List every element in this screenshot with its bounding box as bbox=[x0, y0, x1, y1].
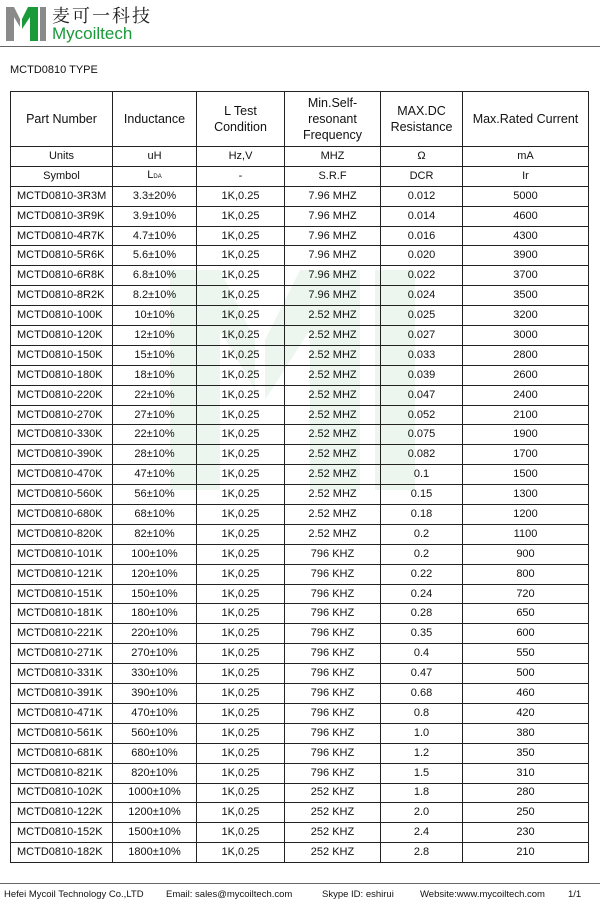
cell-srf: 796 KHZ bbox=[285, 684, 381, 704]
cell-srf: 796 KHZ bbox=[285, 584, 381, 604]
cell-dcr: 0.075 bbox=[381, 425, 463, 445]
cell-rated-current: 550 bbox=[463, 644, 589, 664]
table-row bbox=[11, 624, 589, 644]
cell-rated-current: 210 bbox=[463, 843, 589, 863]
cell-dcr: 0.020 bbox=[381, 246, 463, 266]
cell-inductance: 120±10% bbox=[113, 564, 197, 584]
cell-part-number: MCTD0810-270K bbox=[11, 405, 113, 425]
cell-part-number: MCTD0810-820K bbox=[11, 524, 113, 544]
table-row bbox=[11, 684, 589, 704]
header-test-condition: L Test Condition bbox=[197, 92, 285, 147]
cell-srf: 2.52 MHZ bbox=[285, 405, 381, 425]
cell-srf: 796 KHZ bbox=[285, 743, 381, 763]
cell-inductance: 15±10% bbox=[113, 345, 197, 365]
footer-divider bbox=[0, 883, 600, 884]
header-rated-current: Max.Rated Current bbox=[463, 92, 589, 147]
cell-part-number: MCTD0810-391K bbox=[11, 684, 113, 704]
units-label: Units bbox=[11, 147, 113, 167]
units-test-condition: Hz,V bbox=[197, 147, 285, 167]
cell-test-condition: 1K,0.25 bbox=[197, 564, 285, 584]
company-chinese-name: 麦可一科技 bbox=[52, 6, 152, 27]
table-row bbox=[11, 723, 589, 743]
cell-dcr: 2.4 bbox=[381, 823, 463, 843]
cell-inductance: 1000±10% bbox=[113, 783, 197, 803]
cell-rated-current: 250 bbox=[463, 803, 589, 823]
cell-srf: 2.52 MHZ bbox=[285, 465, 381, 485]
cell-part-number: MCTD0810-102K bbox=[11, 783, 113, 803]
cell-rated-current: 4300 bbox=[463, 226, 589, 246]
cell-srf: 796 KHZ bbox=[285, 544, 381, 564]
cell-rated-current: 230 bbox=[463, 823, 589, 843]
cell-srf: 796 KHZ bbox=[285, 564, 381, 584]
table-row bbox=[11, 544, 589, 564]
table-row bbox=[11, 644, 589, 664]
footer-email: Email: sales@mycoiltech.com bbox=[166, 889, 293, 900]
cell-rated-current: 3700 bbox=[463, 266, 589, 286]
cell-dcr: 2.8 bbox=[381, 843, 463, 863]
cell-rated-current: 460 bbox=[463, 684, 589, 704]
cell-inductance: 3.9±10% bbox=[113, 206, 197, 226]
cell-inductance: 22±10% bbox=[113, 385, 197, 405]
cell-dcr: 1.5 bbox=[381, 763, 463, 783]
cell-test-condition: 1K,0.25 bbox=[197, 584, 285, 604]
cell-rated-current: 720 bbox=[463, 584, 589, 604]
cell-test-condition: 1K,0.25 bbox=[197, 445, 285, 465]
cell-inductance: 1800±10% bbox=[113, 843, 197, 863]
cell-test-condition: 1K,0.25 bbox=[197, 664, 285, 684]
cell-rated-current: 650 bbox=[463, 604, 589, 624]
symbol-label: Symbol bbox=[11, 166, 113, 186]
cell-dcr: 0.68 bbox=[381, 684, 463, 704]
cell-srf: 796 KHZ bbox=[285, 624, 381, 644]
cell-inductance: 560±10% bbox=[113, 723, 197, 743]
header-inductance: Inductance bbox=[113, 92, 197, 147]
cell-srf: 7.96 MHZ bbox=[285, 186, 381, 206]
table-row bbox=[11, 703, 589, 723]
cell-inductance: 8.2±10% bbox=[113, 286, 197, 306]
document-type-label: MCTD0810 TYPE bbox=[10, 64, 98, 76]
cell-inductance: 10±10% bbox=[113, 306, 197, 326]
cell-rated-current: 900 bbox=[463, 544, 589, 564]
cell-srf: 7.96 MHZ bbox=[285, 206, 381, 226]
cell-rated-current: 500 bbox=[463, 664, 589, 684]
cell-test-condition: 1K,0.25 bbox=[197, 604, 285, 624]
cell-srf: 252 KHZ bbox=[285, 783, 381, 803]
cell-srf: 796 KHZ bbox=[285, 703, 381, 723]
cell-rated-current: 2400 bbox=[463, 385, 589, 405]
cell-part-number: MCTD0810-680K bbox=[11, 505, 113, 525]
mycoiltech-logo bbox=[4, 3, 48, 43]
cell-dcr: 0.022 bbox=[381, 266, 463, 286]
cell-inductance: 22±10% bbox=[113, 425, 197, 445]
cell-rated-current: 2800 bbox=[463, 345, 589, 365]
table-row bbox=[11, 465, 589, 485]
cell-test-condition: 1K,0.25 bbox=[197, 206, 285, 226]
cell-part-number: MCTD0810-561K bbox=[11, 723, 113, 743]
footer-skype: Skype ID: eshirui bbox=[322, 889, 394, 900]
cell-dcr: 0.4 bbox=[381, 644, 463, 664]
cell-dcr: 0.039 bbox=[381, 365, 463, 385]
cell-dcr: 0.47 bbox=[381, 664, 463, 684]
specification-table-body bbox=[11, 92, 589, 863]
cell-part-number: MCTD0810-390K bbox=[11, 445, 113, 465]
symbol-dcr: DCR bbox=[381, 166, 463, 186]
cell-test-condition: 1K,0.25 bbox=[197, 345, 285, 365]
cell-test-condition: 1K,0.25 bbox=[197, 465, 285, 485]
cell-inductance: 3.3±20% bbox=[113, 186, 197, 206]
cell-inductance: 270±10% bbox=[113, 644, 197, 664]
cell-inductance: 68±10% bbox=[113, 505, 197, 525]
table-row bbox=[11, 206, 589, 226]
table-row bbox=[11, 405, 589, 425]
units-current: mA bbox=[463, 147, 589, 167]
units-inductance: uH bbox=[113, 147, 197, 167]
units-srf: MHZ bbox=[285, 147, 381, 167]
cell-part-number: MCTD0810-120K bbox=[11, 326, 113, 346]
header-part-number: Part Number bbox=[11, 92, 113, 147]
cell-dcr: 0.027 bbox=[381, 326, 463, 346]
footer-company: Hefei Mycoil Technology Co.,LTD bbox=[4, 889, 144, 900]
cell-inductance: 6.8±10% bbox=[113, 266, 197, 286]
cell-rated-current: 3500 bbox=[463, 286, 589, 306]
cell-test-condition: 1K,0.25 bbox=[197, 524, 285, 544]
cell-test-condition: 1K,0.25 bbox=[197, 405, 285, 425]
cell-rated-current: 1700 bbox=[463, 445, 589, 465]
cell-dcr: 0.082 bbox=[381, 445, 463, 465]
cell-part-number: MCTD0810-5R6K bbox=[11, 246, 113, 266]
cell-srf: 7.96 MHZ bbox=[285, 286, 381, 306]
cell-part-number: MCTD0810-100K bbox=[11, 306, 113, 326]
cell-part-number: MCTD0810-220K bbox=[11, 385, 113, 405]
symbol-inductance-main: L bbox=[147, 168, 154, 181]
specification-table bbox=[10, 91, 589, 863]
cell-srf: 2.52 MHZ bbox=[285, 306, 381, 326]
cell-test-condition: 1K,0.25 bbox=[197, 624, 285, 644]
cell-rated-current: 420 bbox=[463, 703, 589, 723]
cell-rated-current: 1300 bbox=[463, 485, 589, 505]
table-row bbox=[11, 445, 589, 465]
units-dcr: Ω bbox=[381, 147, 463, 167]
cell-dcr: 0.1 bbox=[381, 465, 463, 485]
cell-rated-current: 1100 bbox=[463, 524, 589, 544]
brand-name: Mycoiltech bbox=[52, 24, 133, 43]
cell-dcr: 1.2 bbox=[381, 743, 463, 763]
cell-test-condition: 1K,0.25 bbox=[197, 763, 285, 783]
cell-srf: 2.52 MHZ bbox=[285, 485, 381, 505]
cell-part-number: MCTD0810-122K bbox=[11, 803, 113, 823]
cell-dcr: 0.28 bbox=[381, 604, 463, 624]
cell-rated-current: 800 bbox=[463, 564, 589, 584]
header-dc-resistance: MAX.DC Resistance bbox=[381, 92, 463, 147]
cell-rated-current: 2600 bbox=[463, 365, 589, 385]
cell-dcr: 0.052 bbox=[381, 405, 463, 425]
cell-inductance: 330±10% bbox=[113, 664, 197, 684]
cell-rated-current: 5000 bbox=[463, 186, 589, 206]
header-srf: Min.Self-resonant Frequency bbox=[285, 92, 381, 147]
cell-dcr: 0.033 bbox=[381, 345, 463, 365]
table-row bbox=[11, 326, 589, 346]
cell-dcr: 0.024 bbox=[381, 286, 463, 306]
cell-srf: 2.52 MHZ bbox=[285, 385, 381, 405]
cell-srf: 2.52 MHZ bbox=[285, 365, 381, 385]
cell-test-condition: 1K,0.25 bbox=[197, 385, 285, 405]
cell-part-number: MCTD0810-331K bbox=[11, 664, 113, 684]
cell-rated-current: 1900 bbox=[463, 425, 589, 445]
table-row bbox=[11, 524, 589, 544]
cell-test-condition: 1K,0.25 bbox=[197, 306, 285, 326]
cell-dcr: 0.047 bbox=[381, 385, 463, 405]
cell-part-number: MCTD0810-101K bbox=[11, 544, 113, 564]
cell-part-number: MCTD0810-4R7K bbox=[11, 226, 113, 246]
cell-part-number: MCTD0810-151K bbox=[11, 584, 113, 604]
cell-rated-current: 2100 bbox=[463, 405, 589, 425]
table-row bbox=[11, 266, 589, 286]
cell-part-number: MCTD0810-121K bbox=[11, 564, 113, 584]
cell-srf: 2.52 MHZ bbox=[285, 326, 381, 346]
cell-part-number: MCTD0810-150K bbox=[11, 345, 113, 365]
cell-inductance: 56±10% bbox=[113, 485, 197, 505]
units-row bbox=[11, 147, 589, 167]
cell-rated-current: 280 bbox=[463, 783, 589, 803]
table-row bbox=[11, 186, 589, 206]
cell-test-condition: 1K,0.25 bbox=[197, 684, 285, 704]
cell-srf: 796 KHZ bbox=[285, 644, 381, 664]
table-row bbox=[11, 743, 589, 763]
header-divider bbox=[0, 46, 600, 47]
cell-test-condition: 1K,0.25 bbox=[197, 326, 285, 346]
cell-inductance: 47±10% bbox=[113, 465, 197, 485]
cell-dcr: 0.35 bbox=[381, 624, 463, 644]
cell-part-number: MCTD0810-271K bbox=[11, 644, 113, 664]
cell-inductance: 1200±10% bbox=[113, 803, 197, 823]
cell-part-number: MCTD0810-3R9K bbox=[11, 206, 113, 226]
symbol-inductance bbox=[113, 166, 197, 186]
cell-inductance: 5.6±10% bbox=[113, 246, 197, 266]
cell-test-condition: 1K,0.25 bbox=[197, 246, 285, 266]
cell-dcr: 0.15 bbox=[381, 485, 463, 505]
cell-test-condition: 1K,0.25 bbox=[197, 266, 285, 286]
cell-srf: 2.52 MHZ bbox=[285, 445, 381, 465]
symbol-row bbox=[11, 166, 589, 186]
cell-test-condition: 1K,0.25 bbox=[197, 743, 285, 763]
table-row bbox=[11, 286, 589, 306]
cell-inductance: 4.7±10% bbox=[113, 226, 197, 246]
cell-srf: 2.52 MHZ bbox=[285, 505, 381, 525]
table-row bbox=[11, 783, 589, 803]
table-row bbox=[11, 664, 589, 684]
cell-inductance: 1500±10% bbox=[113, 823, 197, 843]
table-row bbox=[11, 306, 589, 326]
cell-rated-current: 1500 bbox=[463, 465, 589, 485]
cell-rated-current: 1200 bbox=[463, 505, 589, 525]
cell-inductance: 390±10% bbox=[113, 684, 197, 704]
cell-srf: 252 KHZ bbox=[285, 823, 381, 843]
cell-dcr: 0.012 bbox=[381, 186, 463, 206]
cell-test-condition: 1K,0.25 bbox=[197, 783, 285, 803]
cell-rated-current: 3200 bbox=[463, 306, 589, 326]
cell-test-condition: 1K,0.25 bbox=[197, 186, 285, 206]
table-row bbox=[11, 763, 589, 783]
cell-part-number: MCTD0810-152K bbox=[11, 823, 113, 843]
cell-inductance: 180±10% bbox=[113, 604, 197, 624]
cell-srf: 796 KHZ bbox=[285, 664, 381, 684]
cell-test-condition: 1K,0.25 bbox=[197, 703, 285, 723]
cell-inductance: 28±10% bbox=[113, 445, 197, 465]
cell-inductance: 82±10% bbox=[113, 524, 197, 544]
cell-part-number: MCTD0810-821K bbox=[11, 763, 113, 783]
cell-dcr: 2.0 bbox=[381, 803, 463, 823]
cell-test-condition: 1K,0.25 bbox=[197, 843, 285, 863]
cell-srf: 796 KHZ bbox=[285, 723, 381, 743]
cell-part-number: MCTD0810-221K bbox=[11, 624, 113, 644]
cell-rated-current: 3000 bbox=[463, 326, 589, 346]
cell-dcr: 1.8 bbox=[381, 783, 463, 803]
cell-srf: 796 KHZ bbox=[285, 604, 381, 624]
cell-inductance: 100±10% bbox=[113, 544, 197, 564]
symbol-srf: S.R.F bbox=[285, 166, 381, 186]
footer-page-number: 1/1 bbox=[568, 889, 582, 900]
cell-dcr: 0.22 bbox=[381, 564, 463, 584]
cell-inductance: 18±10% bbox=[113, 365, 197, 385]
page-header bbox=[0, 0, 600, 48]
cell-test-condition: 1K,0.25 bbox=[197, 226, 285, 246]
cell-srf: 7.96 MHZ bbox=[285, 226, 381, 246]
cell-rated-current: 310 bbox=[463, 763, 589, 783]
table-row bbox=[11, 385, 589, 405]
cell-inductance: 27±10% bbox=[113, 405, 197, 425]
table-row bbox=[11, 823, 589, 843]
cell-part-number: MCTD0810-681K bbox=[11, 743, 113, 763]
table-row bbox=[11, 226, 589, 246]
cell-dcr: 0.2 bbox=[381, 524, 463, 544]
cell-part-number: MCTD0810-8R2K bbox=[11, 286, 113, 306]
cell-test-condition: 1K,0.25 bbox=[197, 485, 285, 505]
cell-dcr: 0.2 bbox=[381, 544, 463, 564]
table-row bbox=[11, 365, 589, 385]
cell-part-number: MCTD0810-181K bbox=[11, 604, 113, 624]
cell-inductance: 150±10% bbox=[113, 584, 197, 604]
table-row bbox=[11, 843, 589, 863]
table-row bbox=[11, 485, 589, 505]
table-row bbox=[11, 803, 589, 823]
cell-srf: 2.52 MHZ bbox=[285, 524, 381, 544]
cell-part-number: MCTD0810-470K bbox=[11, 465, 113, 485]
cell-inductance: 220±10% bbox=[113, 624, 197, 644]
cell-dcr: 1.0 bbox=[381, 723, 463, 743]
cell-inductance: 680±10% bbox=[113, 743, 197, 763]
cell-srf: 252 KHZ bbox=[285, 803, 381, 823]
cell-dcr: 0.24 bbox=[381, 584, 463, 604]
table-row bbox=[11, 425, 589, 445]
cell-rated-current: 350 bbox=[463, 743, 589, 763]
cell-test-condition: 1K,0.25 bbox=[197, 723, 285, 743]
cell-part-number: MCTD0810-560K bbox=[11, 485, 113, 505]
cell-inductance: 470±10% bbox=[113, 703, 197, 723]
cell-dcr: 0.014 bbox=[381, 206, 463, 226]
cell-srf: 7.96 MHZ bbox=[285, 266, 381, 286]
symbol-current: Ir bbox=[463, 166, 589, 186]
cell-srf: 796 KHZ bbox=[285, 763, 381, 783]
symbol-test-condition: - bbox=[197, 166, 285, 186]
cell-dcr: 0.025 bbox=[381, 306, 463, 326]
cell-test-condition: 1K,0.25 bbox=[197, 644, 285, 664]
cell-rated-current: 4600 bbox=[463, 206, 589, 226]
cell-part-number: MCTD0810-6R8K bbox=[11, 266, 113, 286]
cell-inductance: 12±10% bbox=[113, 326, 197, 346]
cell-test-condition: 1K,0.25 bbox=[197, 803, 285, 823]
cell-srf: 7.96 MHZ bbox=[285, 246, 381, 266]
cell-srf: 2.52 MHZ bbox=[285, 345, 381, 365]
cell-part-number: MCTD0810-471K bbox=[11, 703, 113, 723]
cell-test-condition: 1K,0.25 bbox=[197, 365, 285, 385]
cell-part-number: MCTD0810-330K bbox=[11, 425, 113, 445]
cell-rated-current: 380 bbox=[463, 723, 589, 743]
symbol-inductance-sub: DA bbox=[153, 173, 162, 180]
cell-rated-current: 600 bbox=[463, 624, 589, 644]
cell-test-condition: 1K,0.25 bbox=[197, 544, 285, 564]
cell-srf: 2.52 MHZ bbox=[285, 425, 381, 445]
cell-test-condition: 1K,0.25 bbox=[197, 823, 285, 843]
cell-dcr: 0.8 bbox=[381, 703, 463, 723]
table-row bbox=[11, 345, 589, 365]
cell-srf: 252 KHZ bbox=[285, 843, 381, 863]
cell-inductance: 820±10% bbox=[113, 763, 197, 783]
cell-part-number: MCTD0810-182K bbox=[11, 843, 113, 863]
cell-dcr: 0.016 bbox=[381, 226, 463, 246]
table-row bbox=[11, 564, 589, 584]
table-row bbox=[11, 246, 589, 266]
cell-part-number: MCTD0810-3R3M bbox=[11, 186, 113, 206]
cell-test-condition: 1K,0.25 bbox=[197, 425, 285, 445]
table-row bbox=[11, 505, 589, 525]
cell-rated-current: 3900 bbox=[463, 246, 589, 266]
cell-test-condition: 1K,0.25 bbox=[197, 286, 285, 306]
table-row bbox=[11, 584, 589, 604]
table-row bbox=[11, 604, 589, 624]
cell-dcr: 0.18 bbox=[381, 505, 463, 525]
cell-part-number: MCTD0810-180K bbox=[11, 365, 113, 385]
footer-website: Website:www.mycoiltech.com bbox=[420, 889, 545, 900]
cell-test-condition: 1K,0.25 bbox=[197, 505, 285, 525]
table-header-row bbox=[11, 92, 589, 147]
